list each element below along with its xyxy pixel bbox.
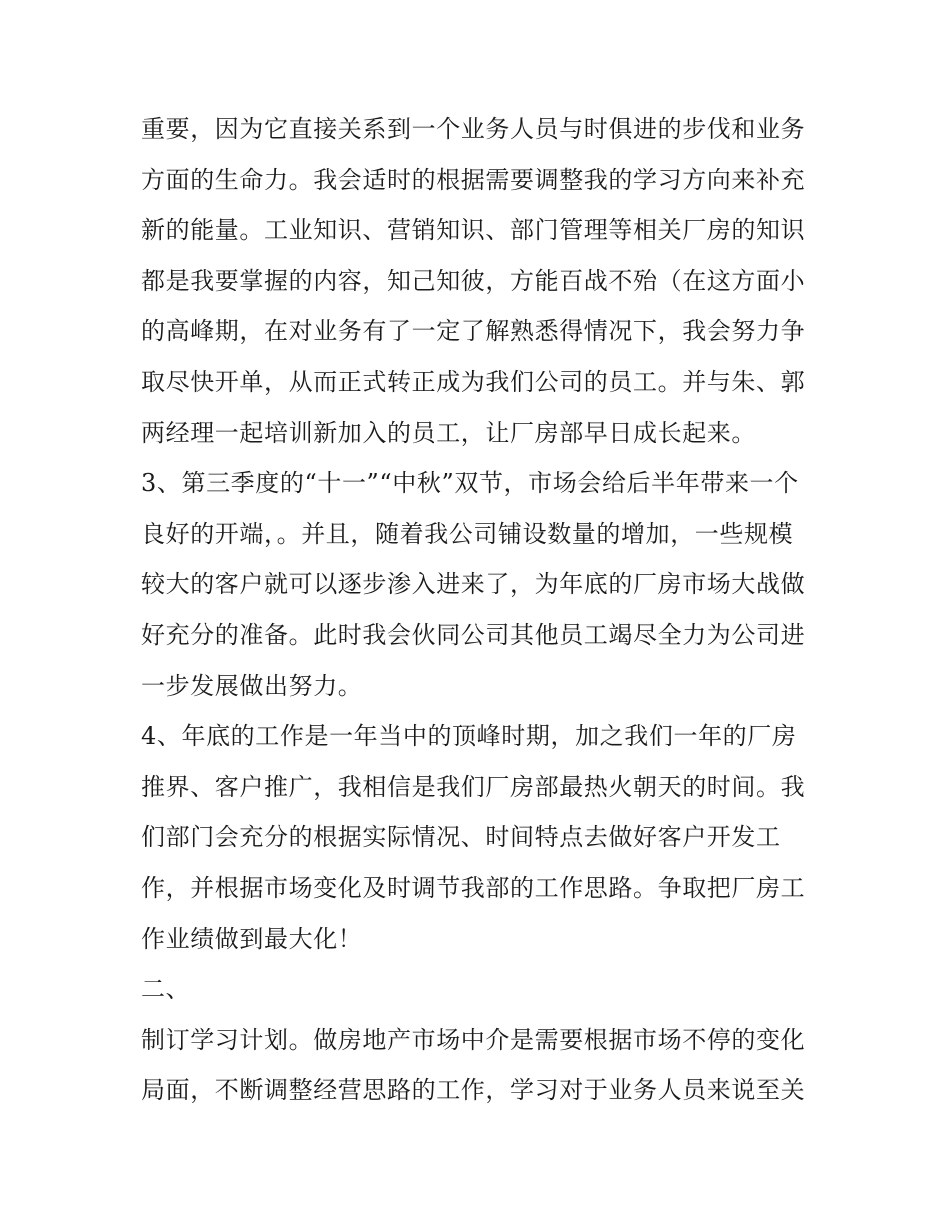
text-line: 局面，不断调整经营思路的工作，学习对于业务人员来说至关 xyxy=(141,1076,806,1105)
document-body xyxy=(141,104,821,1116)
text-line: 作业绩做到最大化！ xyxy=(141,924,363,953)
text-line: 重要，因为它直接关系到一个业务人员与时俱进的步伐和业务 xyxy=(141,115,806,143)
text-line: 的高峰期，在对业务有了一定了解熟悉得情况下，我会努力争 xyxy=(141,317,806,346)
text-line: 较大的客户就可以逐步渗入进来了，为年底的厂房市场大战做 xyxy=(141,570,806,599)
text-line: 新的能量。工业知识、营销知识、部门管理等相关厂房的知识 xyxy=(141,216,806,245)
text-line: 都是我要掌握的内容，知己知彼，方能百战不殆（在这方面小 xyxy=(141,266,806,295)
text-line: 们部门会充分的根据实际情况、时间特点去做好客户开发工 xyxy=(141,823,781,852)
text-line: 好充分的准备。此时我会伙同公司其他员工竭尽全力为公司进 xyxy=(141,620,806,649)
text-line: 制订学习计划。做房地产市场中介是需要根据市场不停的变化 xyxy=(141,1025,806,1054)
section-heading: 二、 xyxy=(141,975,191,1004)
text-line: 作，并根据市场变化及时调节我部的工作思路。争取把厂房工 xyxy=(141,873,806,902)
text-line: 方面的生命力。我会适时的根据需要调整我的学习方向来补充 xyxy=(141,165,806,194)
text-line: 3、第三季度的“十一”“中秋”双节，市场会给后半年带来一个 xyxy=(141,469,799,498)
text-line: 两经理一起培训新加入的员工，让厂房部早日成长起来。 xyxy=(141,418,756,447)
text-line: 良好的开端，。并且，随着我公司铺设数量的增加，一些规模 xyxy=(141,519,794,548)
text-line: 4、年底的工作是一年当中的顶峰时期，加之我们一年的厂房 xyxy=(141,722,797,751)
text-line: 一步发展做出努力。 xyxy=(141,671,363,700)
text-line: 取尽快开单，从而正式转正成为我们公司的员工。并与朱、郭 xyxy=(141,367,806,396)
text-line: 推界、客户推广，我相信是我们厂房部最热火朝天的时间。我 xyxy=(141,772,806,801)
